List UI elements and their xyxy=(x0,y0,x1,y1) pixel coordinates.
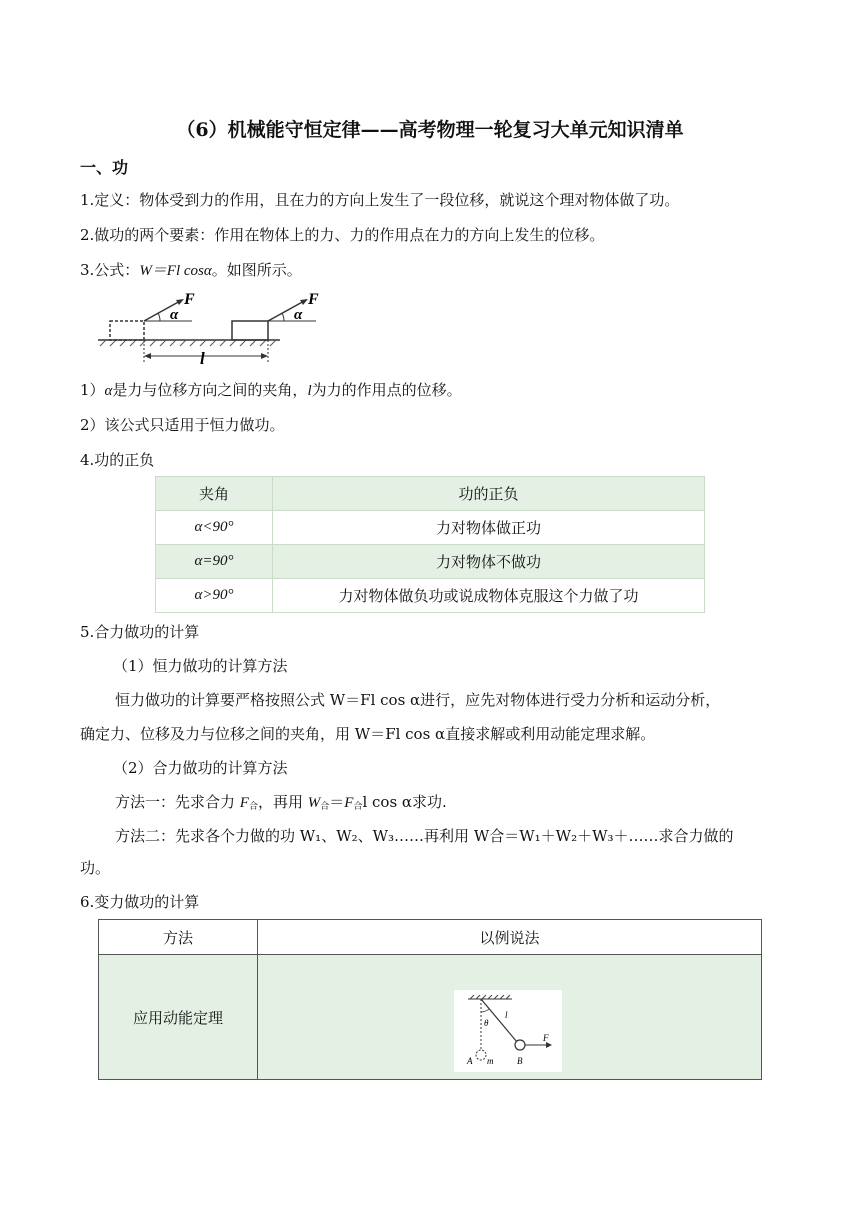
force-label: F xyxy=(543,1033,549,1043)
table-header-angle: 夹角 xyxy=(156,477,273,511)
definition-line: 1.定义：物体受到力的作用，且在力的方向上发生了一段位移，就说这个理对物体做了功。 xyxy=(80,191,680,209)
pendulum-figure xyxy=(454,990,562,1072)
note-angle: 1）α是力与位移方向之间的夹角，l为力的作用点的位移。 xyxy=(80,381,462,399)
angle-label-2: α xyxy=(294,307,303,323)
initial-block xyxy=(110,321,144,340)
displacement-label: l xyxy=(200,349,205,368)
method-two-line-end: 功。 xyxy=(80,859,111,877)
formula-line xyxy=(80,260,302,281)
note-constant-force: 2）该公式只适用于恒力做功。 xyxy=(80,416,285,434)
angle-label-1: α xyxy=(170,307,179,323)
point-b-label: B xyxy=(517,1056,523,1066)
table-header-row xyxy=(99,920,762,955)
method-two-line: 方法二：先求各个力做的功 W₁、W₂、W₃……再利用 W合＝W₁＋W₂＋W₃＋……求合力做的 xyxy=(115,827,734,845)
table-header-sign: 功的正负 xyxy=(273,477,705,511)
paragraph-constant-force-1: 恒力做功的计算要严格按照公式 W＝Fl cos α进行，应先对物体进行受力分析和运动分析， xyxy=(115,691,721,709)
subheading-constant-force: （1）恒力做功的计算方法 xyxy=(113,657,288,675)
variable-force-heading: 6.变力做功的计算 xyxy=(80,893,200,911)
section-heading-work: 一、功 xyxy=(80,158,129,177)
formula-prefix: 3.公式： xyxy=(80,261,140,279)
sign-heading: 4.功的正负 xyxy=(80,451,155,469)
point-a-label: A xyxy=(467,1056,473,1066)
table-header-row xyxy=(156,477,705,511)
method-one-line: 方法一：先求合力 F合，再用 W合＝F合l cos α求功. xyxy=(115,793,447,812)
method-cell: 应用动能定理 xyxy=(99,955,258,1080)
table-row: α<90° 力对物体做正功 xyxy=(156,511,705,545)
length-label: l xyxy=(505,1010,508,1020)
table-header-example: 以例说法 xyxy=(258,920,762,955)
formula-suffix: 。如图所示。 xyxy=(211,261,302,279)
subheading-net-force: （2）合力做功的计算方法 xyxy=(113,759,288,777)
table-row xyxy=(99,955,762,1080)
variable-force-table xyxy=(98,919,762,1080)
mass-label: m xyxy=(487,1056,494,1066)
elements-line: 2.做功的两个要素：作用在物体上的力、力的作用点在力的方向上发生的位移。 xyxy=(80,226,605,244)
table-row: α>90° 力对物体做负功或说成物体克服这个力做了功 xyxy=(156,579,705,613)
theta-label: θ xyxy=(484,1018,489,1028)
force-label-2: F xyxy=(308,291,319,308)
paragraph-constant-force-2: 确定力、位移及力与位移之间的夹角，用 W＝Fl cos α直接求解或利用动能定理求解。 xyxy=(80,725,656,743)
work-diagram-figure xyxy=(80,288,350,368)
force-label-1: F xyxy=(184,291,195,308)
page-title: （6）机械能守恒定律——高考物理一轮复习大单元知识清单 xyxy=(176,119,684,141)
work-sign-table xyxy=(155,476,705,613)
formula-expr: W＝Fl cosα xyxy=(139,263,212,279)
table-header-method: 方法 xyxy=(99,920,258,955)
net-work-heading: 5.合力做功的计算 xyxy=(80,623,200,641)
table-row: α=90° 力对物体不做功 xyxy=(156,545,705,579)
final-block xyxy=(232,321,268,340)
